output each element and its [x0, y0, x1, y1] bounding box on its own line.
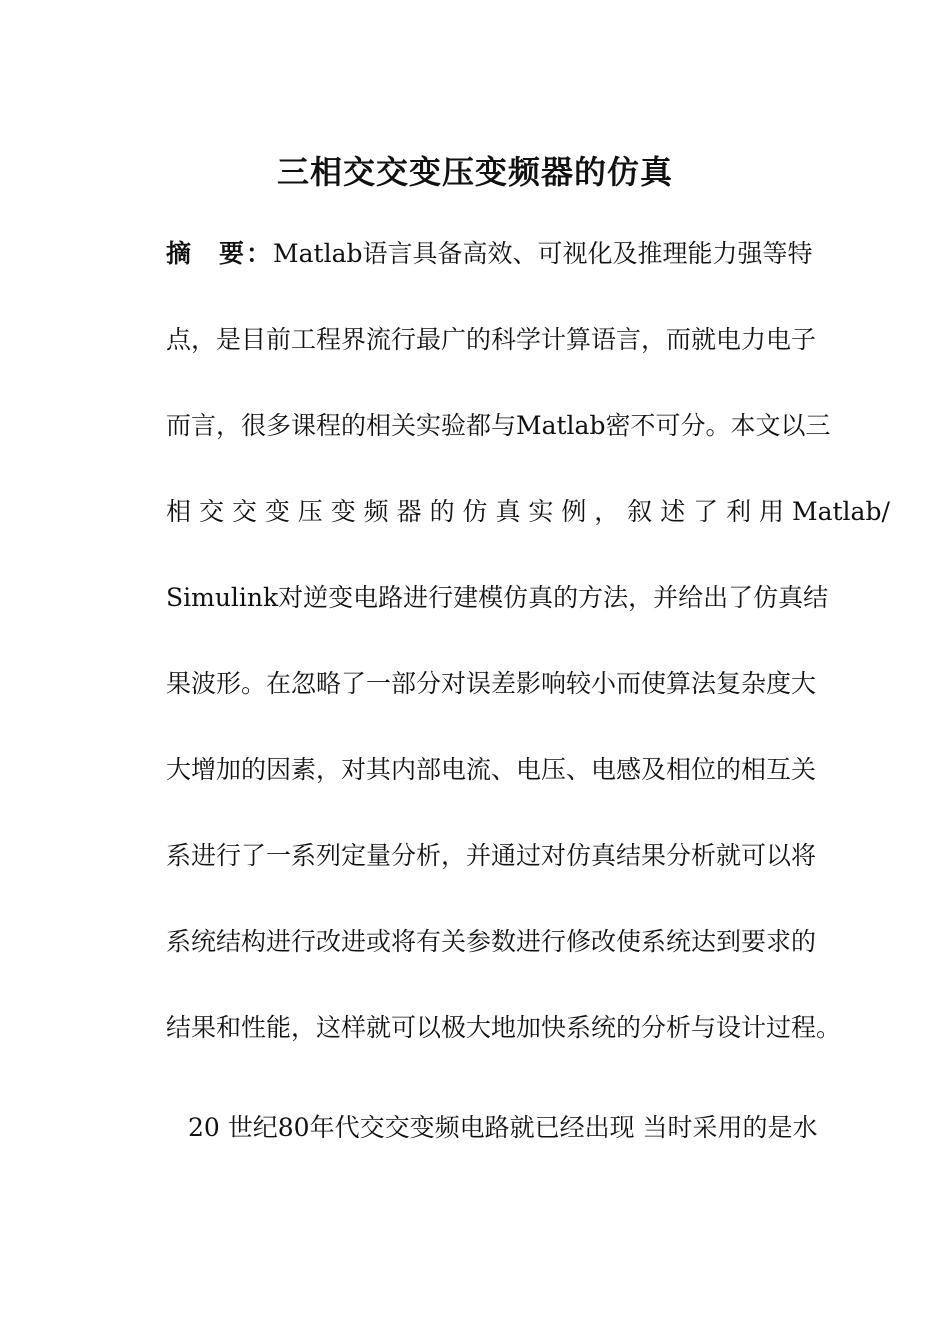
- abstract-line-7: 大增加的因素，对其内部电流、电压、电感及相位的相互关: [166, 755, 817, 784]
- abstract-line-10: 结果和性能，这样就可以极大地加快系统的分析与设计过程。: [166, 1013, 842, 1042]
- abstract-line-1: [166, 236, 813, 272]
- document-title: 三相交交变压变频器的仿真: [276, 153, 673, 191]
- abstract-label-second: 要：: [219, 239, 274, 268]
- abstract-line-9: 系统结构进行改进或将有关参数进行修改使系统达到要求的: [166, 927, 817, 956]
- body-paragraph-line: 20 世纪80年代交交变频电路就已经出现 当时采用的是水: [188, 1113, 818, 1142]
- abstract-text: Matlab语言具备高效、可视化及推理能力强等特: [273, 239, 813, 268]
- abstract-line-6: 果波形。在忽略了一部分对误差影响较小而使算法复杂度大: [166, 669, 817, 698]
- abstract-label-first: 摘: [166, 239, 194, 268]
- abstract-line-3: 而言，很多课程的相关实验都与Matlab密不可分。本文以三: [166, 411, 831, 440]
- abstract-line-4: 相 交 交 变 压 变 频 器 的 仿 真 实 例 ， 叙 述 了 利 用 Matlab/: [166, 497, 890, 526]
- abstract-line-5: Simulink对逆变电路进行建模仿真的方法，并给出了仿真结: [166, 583, 829, 612]
- abstract-line-8: 系进行了一系列定量分析，并通过对仿真结果分析就可以将: [166, 841, 817, 870]
- abstract-line-2: 点，是目前工程界流行最广的科学计算语言，而就电力电子: [166, 325, 817, 354]
